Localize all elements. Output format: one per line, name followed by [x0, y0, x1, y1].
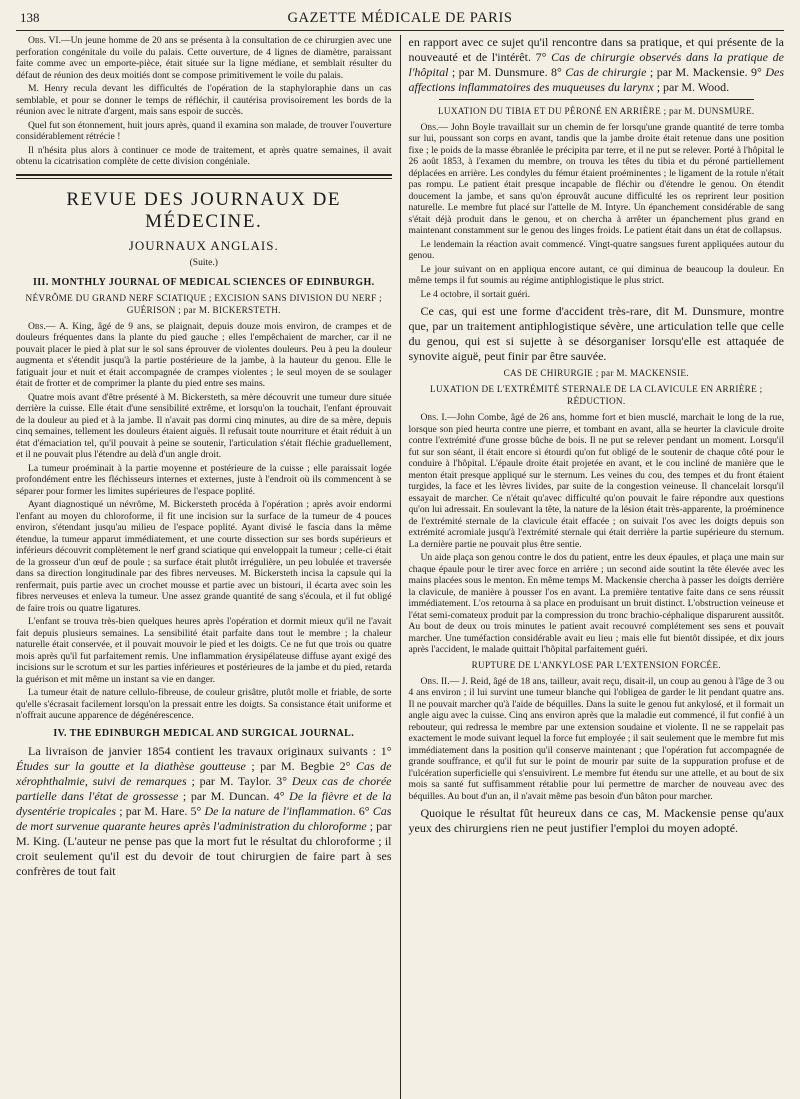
king-paragraph-5: L'enfant se trouva très-bien quelques heures après l'opération et dormit mieux qu'il ne l'avait fait depuis plusieurs semaines. La sensibilité était parfaite dans tout le membre ; la chaleur naturelle était conservée, et il pouvait mouvoir le pied et les doigts. Ce ne fut que trois ou quatre mois après qu'il fut parfaitement remis. Une inflammation érysipélateuse diffuse ayant exigé des incisions sur le scrotum et sur les parties inférieures et postérieures de la jambe et du pied, retarda la guérison et mit même un instant sa vie en danger.	[16, 616, 392, 685]
king-paragraph-2: Quatre mois avant d'être présenté à M. Bickersteth, sa mère découvrit une tumeur dure située derrière la cuisse. Elle était d'une sensibilité extrême, et lorsqu'on la touchait, l'enfant éprouvait de la douleur au pied et à la jambe. Il n'avait pas dormi cinq minutes, au dire de sa mère, depuis cinq semaines, tellement les douleurs étaient aiguës. Il refusait toute nourriture et était réduit à un état d'émaciation tel, qu'il pouvait à peine se soutenir, l'articulation s'était fléchie graduellement, et il ne pouvait plus l'étendre au delà d'un angle droit.	[16, 391, 392, 461]
section-heading-iv: IV. THE EDINBURGH MEDICAL AND SURGICAL JOURNAL.	[53, 727, 355, 739]
revue-title: REVUE DES JOURNAUX DE MÉDECINE.	[66, 188, 342, 233]
cont-title-2: Cas de chirurgie	[565, 65, 647, 79]
cont-text-d: ; par M. Wood.	[653, 80, 730, 94]
boyle-text-1: — John Boyle travaillait sur un chemin de fer lorsqu'une grande quantité de terre tomba sur lui, poussant son corps en avant, tandis que la jambe droite était retenue dans une position fixe ; le poids de la masse ébranlée le précipita par terre, et il ne put se relever. Porté à l'hôpital le 26 août 1853, à l'examen du membre, on trouva les têtes du tibia et du péroné partiellement déplacées en arrière. Les condyles du fémur étaient proéminentes ; le ligament de la rotule n'était pas rompu. Le patient était presque incapable de fléchir ou d'étendre le genou. On étendit doucement la jambe, et sans qu'on éprouvât aucune difficulté les os reprirent leur position naturelle. Le membre fut placé sur l'attelle de M. Intyre. Un épanchement considérable de sang s'était déjà produit dans le genou, et on chercha à arrêter un épanchement plus grand en maintenant constamment sur le genou des linges froids. Le patient était dans un état de collapsus.	[408, 121, 784, 237]
nevrome-heading: NÉVRÔME DU GRAND NERF SCIATIQUE ; EXCISION SANS DIVISION DU NERF ; GUÉRISON ; par M. BICKERSTETH.	[25, 293, 382, 316]
obs1-label: Obs. I.	[420, 412, 447, 424]
section-divider	[16, 174, 392, 179]
livraison-text-c: ; par M. Taylor. 3°	[186, 773, 292, 788]
right-column	[401, 35, 785, 1099]
obs6-paragraph-3: Quel fut son étonnement, huit jours après, quand il examina son malade, de trouver l'ouverture considérablement rétrécie !	[16, 119, 392, 142]
cont-text-a: en rapport avec ce sujet qu'il rencontre dans sa pratique, et qui présente de la nouveauté et de l'intérêt. 7°	[408, 35, 784, 64]
boyle-paragraph-2: Le lendemain la réaction avait commencé. Vingt-quatre sangsues furent appliquées autour du genou.	[408, 238, 784, 262]
cont-title-3: Des affections inflammatoires des muqueuses du larynx	[408, 65, 784, 94]
luxation-clavicule-heading: LUXATION DE L'EXTRÉMITÉ STERNALE DE LA CLAVICULE EN ARRIÈRE ; RÉDUCTION.	[430, 384, 763, 407]
boyle-paragraph-1	[409, 122, 785, 237]
obs-label-boyle: Obs.	[420, 121, 439, 133]
livraison-text-e: ; par M. Hare. 5°	[116, 803, 205, 818]
livraison-text-d: ; par M. Duncan. 4°	[178, 788, 290, 803]
obs6-paragraph-4: Il n'hésita plus alors à continuer ce mode de traitement, et après quatre semaines, il avait obtenu la cicatrisation complète de cette division congéniale.	[16, 144, 392, 167]
obs6-paragraph-2: M. Henry recula devant les difficultés de l'opération de la staphyloraphie dans un cas semblable, et pour se donner le temps de réfléchir, il cautérisa provisoirement les bords de la réunion avec le nitrate d'argent, mais sans espoir de succès.	[16, 83, 392, 117]
livraison-text-g: ; par M. King. (L'auteur ne pense pas que la mort fut le résultat du chloroforme ; il croit seulement qu'il est du devoir de tout chirurgien de faire part à ses confrères de tout fait	[16, 818, 392, 878]
boyle-paragraph-4: Le 4 octobre, il sortait guéri.	[420, 288, 530, 300]
rupture-heading: RUPTURE DE L'ANKYLOSE PAR L'EXTENSION FORCÉE.	[471, 659, 721, 670]
livraison-title-5: De la nature de l'inflammation	[204, 803, 353, 818]
livraison-text-a: La livraison de janvier 1854 contient les travaux originaux suivants : 1°	[28, 743, 392, 758]
obs6-text-1: —Un jeune homme de 20 ans se présenta à la consultation de ce chirurgien avec une perforation congénitale du voile du palais. Cette ouverture, de 4 lignes de diamètre, paraissant faite comme avec un emporte-pièce, était située sur la ligne médiane, et semblait résulter du défaut de réunion des deux moitiés dont se compose primitivement le voile du palais.	[16, 35, 392, 81]
journal-title: GAZETTE MÉDICALE DE PARIS	[287, 10, 513, 26]
livraison-text-f: . 6°	[352, 803, 373, 818]
obs6-label: Obs. VI.	[28, 35, 62, 46]
divider	[439, 99, 755, 100]
luxation-tibia-heading: LUXATION DU TIBIA ET DU PÉRONÉ EN ARRIÈRE ; par M. DUNSMURE.	[437, 106, 755, 116]
king-paragraph-6: La tumeur était de nature cellulo-fibreuse, de couleur grisâtre, plutôt molle et friable, de sorte qu'elle s'écrasait facilement lorsqu'on la pressait entre les doigts. Sa consistance était uniforme et n'offrait aucune apparence de dégénérescence.	[16, 687, 392, 722]
running-head	[16, 10, 784, 31]
obs6-paragraph-1	[16, 35, 392, 81]
cont-title-1: Cas de chirurgie observés dans la pratique de l'hôpital	[408, 50, 784, 79]
obs-label-king: Obs.	[28, 320, 46, 332]
suite-label: (Suite.)	[189, 257, 218, 268]
livraison-title-2: Cas de xérophthalmie, suivi de remarques	[16, 758, 392, 788]
cont-text-b: ; par M. Dunsmure. 8°	[448, 65, 566, 79]
two-column-body	[16, 35, 784, 1099]
journaux-anglais-heading: JOURNAUX ANGLAIS.	[128, 238, 279, 254]
obs2-label: Obs. II.	[420, 675, 450, 687]
combe-paragraph-1	[409, 412, 785, 550]
livraison-text-b: ; par M. Begbie 2°	[245, 758, 356, 773]
cas-chirurgie-heading: CAS DE CHIRURGIE ; par M. MACKENSIE.	[503, 368, 689, 379]
livraison-continuation	[409, 35, 785, 95]
left-column	[16, 35, 401, 1099]
page-number: 138	[20, 10, 40, 25]
cont-text-c: ; par M. Mackensie. 9°	[646, 65, 766, 79]
livraison-title-6: Cas de mort survenue quarante heures après l'administration du chloroforme	[16, 803, 392, 833]
section-heading-iii: III. MONTHLY JOURNAL OF MEDICAL SCIENCES OF EDINBURGH.	[32, 277, 375, 289]
boyle-paragraph-3: Le jour suivant on en appliqua encore autant, ce qui diminua de beaucoup la douleur. En même temps il fut soumis au régime antiphlogistique le plus strict.	[408, 263, 784, 287]
king-paragraph-1	[16, 321, 392, 390]
reid-text-1: — J. Reid, âgé de 18 ans, tailleur, avait reçu, disait-il, un coup au genou à l'âge de 3 ou 4 ans environ ; il lui survint une tumeur blanche qui l'obligea de garder le lit pendant quatre ans. Il ne pouvait marcher qu'à l'aide de béquilles. Dans la suite le genou fut ankylosé, et il formait un angle aigu avec la cuisse. Cinq ans environ après que la maladie eut commencé, il fut confié à un rebouteur, qui redressa le membre par une extension soudaine et violente. Il ne se rappelait pas exactement le mode suivant lequel la force fut employée ; il sait seulement que le membre fut mis immédiatement dans la position qu'il conserve maintenant ; que l'opération fut accompagnée de grande souffrance, et qu'il fut sur le point de mourir par suite de la suppuration profuse et de l'ulcération superficielle qui s'ensuivirent. Le membre fut étendu sur une attelle, et au bout de six mois sa santé fut suffisamment rétablie pour lui permettre de marcher de nouveau avec des béquilles. Au bout d'un an, il n'avait même pas besoin d'un bâton pour marcher.	[408, 675, 784, 802]
king-paragraph-4: Ayant diagnostiqué un névrôme, M. Bickersteth procéda à l'opération ; après avoir endormi l'enfant au moyen du chloroforme, il fit une incision sur la surface de la tumeur de 4 pouces environ, s'étendant jusqu'au milieu de l'espace poplité. Ayant divisé le fascia dans la même étendue, la tumeur apparut immédiatement, et une courte dissection sur ses bords supérieurs et inférieurs découvrit complètement le nerf grand sciatique qui enveloppait la tumeur ; celle-ci était de la grosseur d'un œuf de poule ; sa surface était plutôt irrégulière, un peu lobulée et traversée dans sa direction longitudinale par des fibres nerveuses. M. Bickersteth incisa la capsule qui la renfermait, puis partie avec un crochet mousse et partie avec un bistouri, il écarta avec soin les fibres nerveuses et enleva la tumeur. Une assez grande quantité de sang s'écoula, et il fut obligé de faire trois ou quatre ligatures.	[16, 499, 392, 614]
king-paragraph-3: La tumeur proéminait à la partie moyenne et postérieure de la cuisse ; elle paraissait logée profondément entre les fléchisseurs internes et externes, juste à l'endroit où ils commencent à se séparer pour former les limites supérieures de l'espace poplité.	[16, 462, 392, 497]
combe-paragraph-2: Un aide plaça son genou contre le dos du patient, entre les deux épaules, et plaça une main sur chaque épaule pour le tirer avec force en arrière ; un second aide soutint la tête élevée avec les mains placées sous le menton. En même temps M. Mackensie chercha à passer les doigts derrière la clavicule, de manière à pousser l'os en avant. La première tentative faite dans ce sens réussit immédiatement. L'os retourna à sa place en produisant un bruit distinct. L'obstruction veineuse et l'état semi-comateux produit par la compression du tronc brachio-céphalique disparurent aussitôt. Au bout de deux ou trois minutes le patient avait recouvré complétement ses sens et pouvait marcher. Une tuméfaction considérable avait eu lieu ; mais elle fut bientôt dissipée, et dix jours après l'accident, le malade quittait l'hôpital parfaitement guéri.	[408, 552, 784, 656]
mackensie-conclusion: Quoique le résultat fût heureux dans ce cas, M. Mackensie pense qu'aux yeux des chirurgiens rien ne peut justifier l'emploi du moyen adopté.	[408, 806, 784, 836]
dunsmure-conclusion: Ce cas, qui est une forme d'accident très-rare, dit M. Dunsmure, montre que, par un traitement antiphlogistique sévère, une articulation telle que celle du genou, qui est si sujette à se désorganiser lorsqu'elle est attaquée de synovite aiguë, peut finir par être sauvée.	[408, 304, 784, 364]
livraison-title-1: Études sur la goutte et la diathèse goutteuse	[16, 758, 246, 773]
reid-paragraph-1	[409, 676, 785, 803]
combe-text-1: —John Combe, âgé de 26 ans, homme fort et bien musclé, marchait le long de la rue, lorsque son pied heurta contre une pierre, et tombant en avant, alla se heurter la clavicule droite contre l'extrémité d'une grosse bûche de bois. Il ne put se relever pendant un moment. Lorsqu'il fut sur son séant, il était encore si étourdi qu'on fut obligé de le soutenir de chaque côté pour le conduire à l'hôpital. L'épaule droite était projetée en avant, et le cou incliné de manière que le menton était presque appliqué sur le sternum. Les veines du cou, des tempes et du front étaient turgides, la face et les lèvres livides, par suite de la congestion veineuse. Il chancelait lorsqu'il essayait de marcher. Ce n'était qu'avec difficulté qu'on pouvait le faire répondre aux questions qu'on lui adressait. En soulevant la tête, la nature de la lésion était très-apparente, la proéminence de l'extrémité sternale de la clavicule était effacée ; on suivait l'os avec les doigts depuis son extrémité acromiale jusqu'à l'extrémité sternale qui était derrière la partie supérieure du sternum. La dernière partie ne pouvait plus être sentie.	[408, 412, 784, 550]
livraison-paragraph	[16, 744, 392, 879]
livraison-title-4: De la fièvre et de la dysentérie tropicales	[16, 788, 392, 818]
livraison-title-3: Deux cas de chorée partielle dans l'état de grossesse	[16, 773, 392, 803]
king-text-1: — A. King, âgé de 9 ans, se plaignait, depuis douze mois environ, de crampes et de douleurs fréquentes dans la plante du pied gauche ; elles l'empêchaient de marcher, car il ne pouvait placer le pied à plat sur le sol sans éprouver de violentes douleurs. Peu à peu la douleur augmenta et s'étendit jusqu'à la partie postérieure de la jambe, à la hauteur du genou. Elle le fatiguait jour et nuit et était accompagnée de crampes violentes ; le seul moyen de se soulager était de frotter et de comprimer la plante du pied entre ses mains.	[16, 320, 392, 390]
